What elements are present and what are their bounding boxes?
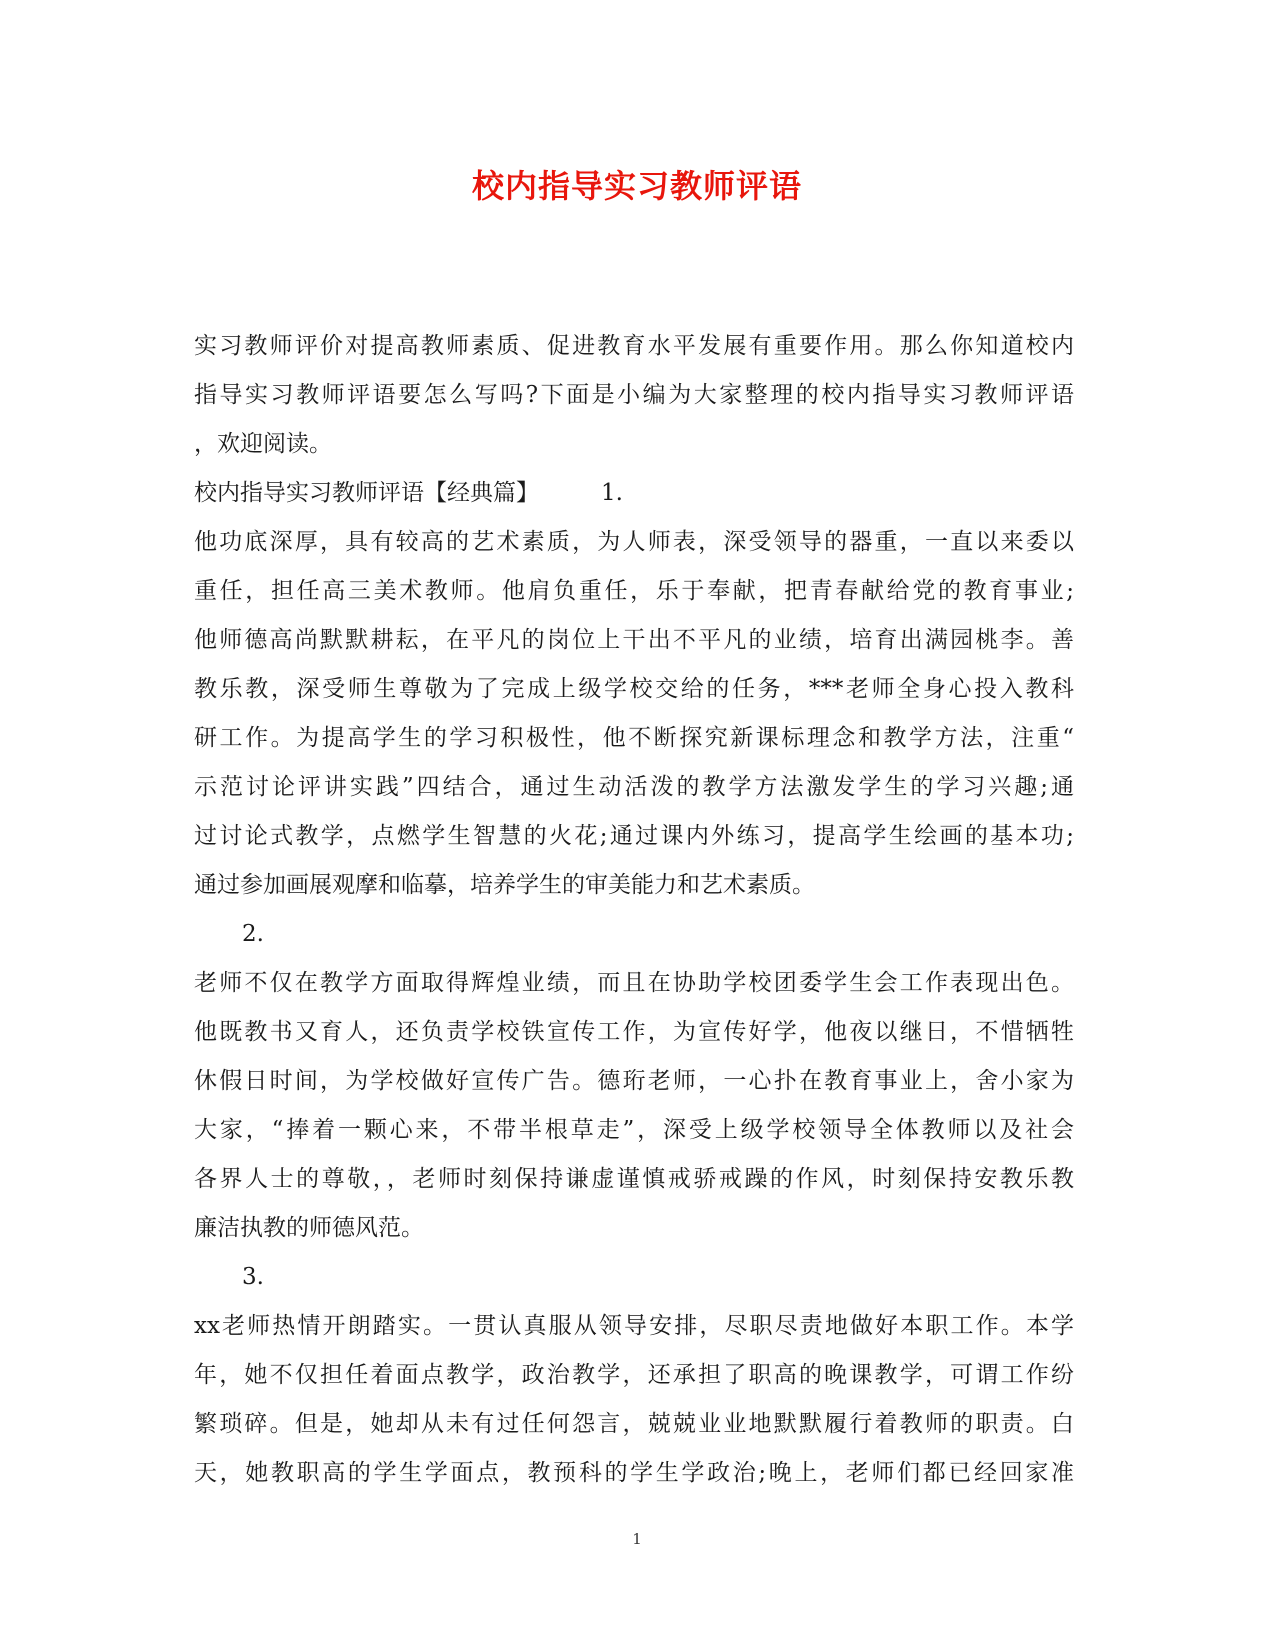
item3-line: 年，她不仅担任着面点教学，政治教学，还承担了职高的晚课教学，可谓工作纷 [194,1362,1074,1388]
page-number: 1 [632,1530,642,1548]
document-body [194,322,1074,1498]
item1-line: 过讨论式教学，点燃学生智慧的火花;通过课内外练习，提高学生绘画的基本功; [194,823,1074,849]
document-title: 校内指导实习教师评语 [471,167,802,205]
item2-line: 廉洁执教的师德风范。 [194,1215,424,1241]
item3-line: 繁琐碎。但是，她却从未有过任何怨言，兢兢业业地默默履行着教师的职责。白 [194,1411,1074,1437]
item1-line: 他师德高尚默默耕耘，在平凡的岗位上干出不平凡的业绩，培育出满园桃李。善 [194,627,1074,653]
item2-line: 他既教书又育人，还负责学校铁宣传工作，为宣传好学，他夜以继日，不惜牺牲 [194,1019,1074,1045]
item1-line: 教乐教，深受师生尊敬为了完成上级学校交给的任务，***老师全身心投入教科 [194,676,1074,702]
section-heading-line [194,469,1074,518]
item3-line: 天，她教职高的学生学面点，教预科的学生学政治;晚上，老师们都已经回家准 [194,1460,1074,1486]
item2-line: 休假日时间，为学校做好宣传广告。德珩老师，一心扑在教育事业上，舍小家为 [194,1068,1074,1094]
item-number: 2. [242,921,264,947]
item1-line: 他功底深厚，具有较高的艺术素质，为人师表，深受领导的器重，一直以来委以 [194,529,1074,555]
item2-line: 老师不仅在教学方面取得辉煌业绩，而且在协助学校团委学生会工作表现出色。 [194,970,1074,996]
item3-line: xx老师热情开朗踏实。一贯认真服从领导安排，尽职尽责地做好本职工作。本学 [194,1313,1074,1339]
item1-line: 通过参加画展观摩和临摹，培养学生的审美能力和艺术素质。 [194,872,815,898]
item-number: 1. [601,480,623,506]
item2-line: 各界人士的尊敬，，老师时刻保持谦虚谨慎戒骄戒躁的作风，时刻保持安教乐教 [194,1166,1074,1192]
intro-line: 指导实习教师评语要怎么写吗?下面是小编为大家整理的校内指导实习教师评语 [194,382,1074,408]
item2-line: 大家，“捧着一颗心来，不带半根草走”，深受上级学校领导全体教师以及社会 [194,1117,1074,1143]
item1-line: 重任，担任高三美术教师。他肩负重任，乐于奉献，把青春献给党的教育事业; [194,578,1074,604]
item-number: 3. [242,1264,264,1290]
item1-line: 研工作。为提高学生的学习积极性，他不断探究新课标理念和教学方法，注重“ [194,725,1074,751]
section-heading: 校内指导实习教师评语【经典篇】 [194,480,539,506]
intro-line: ，欢迎阅读。 [194,431,332,457]
item1-line: 示范讨论评讲实践”四结合，通过生动活泼的教学方法激发学生的学习兴趣;通 [194,774,1074,800]
intro-line: 实习教师评价对提高教师素质、促进教育水平发展有重要作用。那么你知道校内 [194,333,1074,359]
